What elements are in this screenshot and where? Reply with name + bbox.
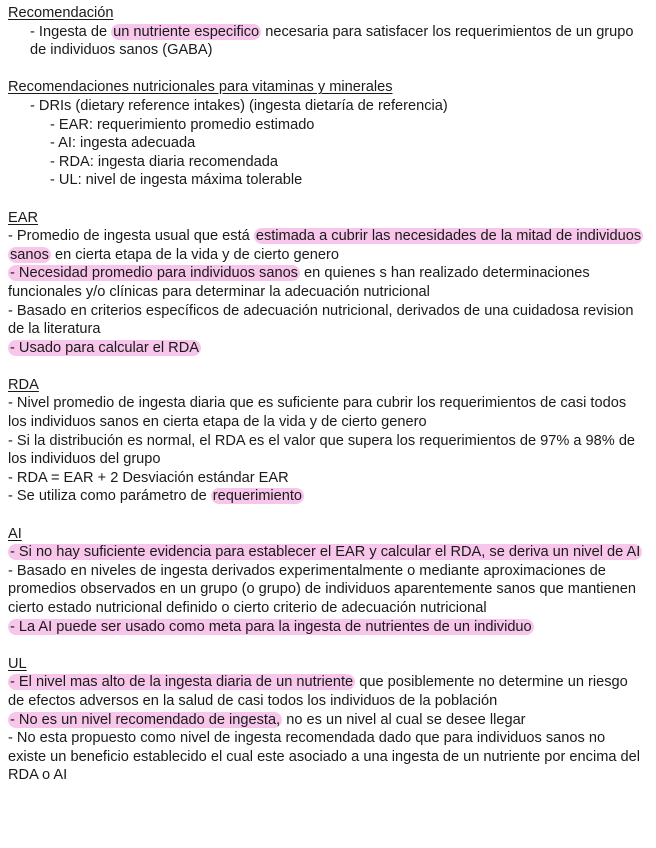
recomendacion-definition [8, 23, 644, 60]
highlight-span: estimada a cubrir las necesidades de la mitad de individuos sanos [10, 228, 642, 263]
text-span: en cierta etapa de la vida y de cierto genero [50, 246, 339, 263]
ear-point-3: - Basado en criterios específicos de adecuación nutricional, derivados de una cuidadosa revision de la literatura [8, 302, 634, 338]
heading-recomendaciones-nutricionales: Recomendaciones nutricionales para vitaminas y minerales [8, 79, 393, 96]
ul-point-3: - No esta propuesto como nivel de ingesta recomendada dado que para individuos sanos no existe un beneficio establecido el cual este asociado a una ingesta de un nutriente por encima del RDA o AI [8, 730, 641, 784]
list-item: - EAR: requerimiento promedio estimado [50, 116, 315, 133]
text-span: - Ingesta de [30, 23, 112, 40]
spacer [8, 190, 644, 209]
highlight-span: - Usado para calcular el RDA [10, 339, 199, 356]
text-span: - Promedio de ingesta usual que está [8, 228, 254, 245]
text-span: necesaria para satisfacer los requerimientos de un grupo de individuos sanos (GABA) [30, 23, 634, 59]
heading-rda: RDA [8, 376, 39, 393]
text-span: en quienes s han realizado determinaciones funcionales y/o clínicas para determinar la adecuación nutricional [8, 265, 590, 300]
list-item: - AI: ingesta adecuada [50, 135, 196, 152]
dri-item: - DRIs (dietary reference intakes) (ingesta dietaría de referencia) [30, 97, 448, 114]
highlight-span: - Necesidad promedio para individuos sanos [10, 265, 298, 282]
spacer [8, 506, 644, 525]
ai-point-2: - Basado en niveles de ingesta derivados experimentalmente o mediante aproximaciones de promedios observados en un grupo (o grupo) de individuos aparentemente sanos que mantienen cierto estado nutricional definido o cierto criterio de adecuación nutricional [8, 562, 636, 616]
ai-point-1 [8, 543, 644, 562]
highlight-span: un nutriente especifico [113, 23, 260, 40]
highlight-span: - Si no hay suficiente evidencia para establecer el EAR y calcular el RDA, se deriva un nivel de AI [10, 544, 641, 561]
text-span: que posiblemente no determine un riesgo de efectos adversos en la salud de casi todos los individuos de la población [8, 674, 628, 709]
highlight-span: - No es un nivel recomendado de ingesta, [10, 711, 281, 728]
list-item: - RDA: ingesta diaria recomendada [50, 153, 278, 170]
ul-point-1 [8, 673, 644, 710]
highlight-span: requerimiento [212, 488, 303, 505]
heading-recomendacion: Recomendación [8, 5, 114, 21]
rda-point-2: - Si la distribución es normal, el RDA es el valor que supera los requerimientos de 97% a 98% de los individuos del grupo [8, 432, 636, 468]
ear-point-4 [8, 339, 644, 358]
ul-point-2 [8, 711, 644, 730]
heading-ear: EAR [8, 209, 39, 226]
heading-ai: AI [8, 525, 22, 542]
text-span: - Se utiliza como parámetro de [8, 488, 211, 505]
section-ai [8, 525, 644, 637]
list-item: - UL: nivel de ingesta máxima tolerable [50, 172, 303, 189]
heading-ul: UL [8, 655, 27, 672]
section-ul [8, 655, 644, 785]
section-rda [8, 376, 644, 506]
section-recomendaciones-nutricionales [8, 78, 644, 190]
section-ear [8, 209, 644, 358]
highlight-span: - La AI puede ser usado como meta para la ingesta de nutrientes de un individuo [10, 618, 532, 635]
rda-point-1: - Nivel promedio de ingesta diaria que es suficiente para cubrir los requerimientos de casi todos los individuos sanos en cierta etapa de la vida y de cierto genero [8, 395, 627, 431]
rda-point-3: - RDA = EAR + 2 Desviación estándar EAR [8, 469, 289, 486]
ear-point-2 [8, 264, 644, 301]
section-recomendacion [8, 4, 644, 60]
document-page [8, 4, 644, 785]
spacer [8, 60, 644, 79]
highlight-span: - El nivel mas alto de la ingesta diaria de un nutriente [10, 674, 354, 691]
text-span: no es un nivel al cual se desee llegar [282, 711, 526, 728]
rda-point-4 [8, 487, 644, 506]
spacer [8, 636, 644, 655]
ear-point-1 [8, 227, 644, 264]
ai-point-3 [8, 618, 644, 637]
spacer [8, 357, 644, 376]
